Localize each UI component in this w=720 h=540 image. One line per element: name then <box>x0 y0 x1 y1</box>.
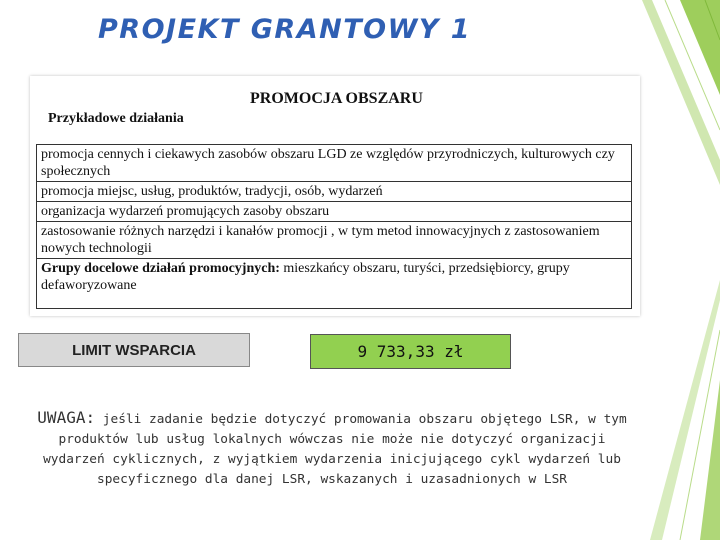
document-image <box>30 76 640 316</box>
table-cell <box>37 259 632 309</box>
target-groups-label: Grupy docelowe działań promocyjnych: <box>41 261 280 276</box>
actions-table <box>36 144 632 309</box>
note-label: UWAGA: <box>37 408 96 427</box>
target-groups-text: mieszkańcy obszaru, turyści, przedsiębiorcy, grupy defaworyzowane <box>41 261 570 293</box>
document-subheading: Przykładowe działania <box>48 111 184 126</box>
table-row <box>37 145 632 182</box>
table-row <box>37 202 632 222</box>
document-heading: PROMOCJA OBSZARU <box>250 90 423 107</box>
table-cell: organizacja wydarzeń promujących zasoby obszaru <box>37 202 632 222</box>
table-cell: promocja cennych i ciekawych zasobów obszaru LGD ze względów przyrodniczych, kulturowych czy społecznych <box>37 145 632 182</box>
table-cell: zastosowanie różnych narzędzi i kanałów promocji , w tym metod innowacyjnych z zastosowaniem nowych technologii <box>37 222 632 259</box>
note-text: jeśli zadanie będzie dotyczyć promowania obszaru objętego LSR, w tym produktów lub usług lokalnych wówczas nie może nie dotyczyć organizacji wydarzeń cyklicznych, z wyjątkiem wydarzenia inicjującego cykl wydarzeń lub specyficznego dla danej LSR, wskazanych i uzasadnionych w LSR <box>43 412 627 487</box>
table-cell: promocja miejsc, usług, produktów, tradycji, osób, wydarzeń <box>37 182 632 202</box>
limit-amount-box: 9 733,33 zł <box>310 334 511 369</box>
table-row <box>37 222 632 259</box>
limit-label-box: LIMIT WSPARCIA <box>18 333 250 367</box>
table-row <box>37 259 632 309</box>
page-title: PROJEKT GRANTOWY 1 <box>98 14 472 45</box>
table-row <box>37 182 632 202</box>
warning-note <box>30 408 634 490</box>
